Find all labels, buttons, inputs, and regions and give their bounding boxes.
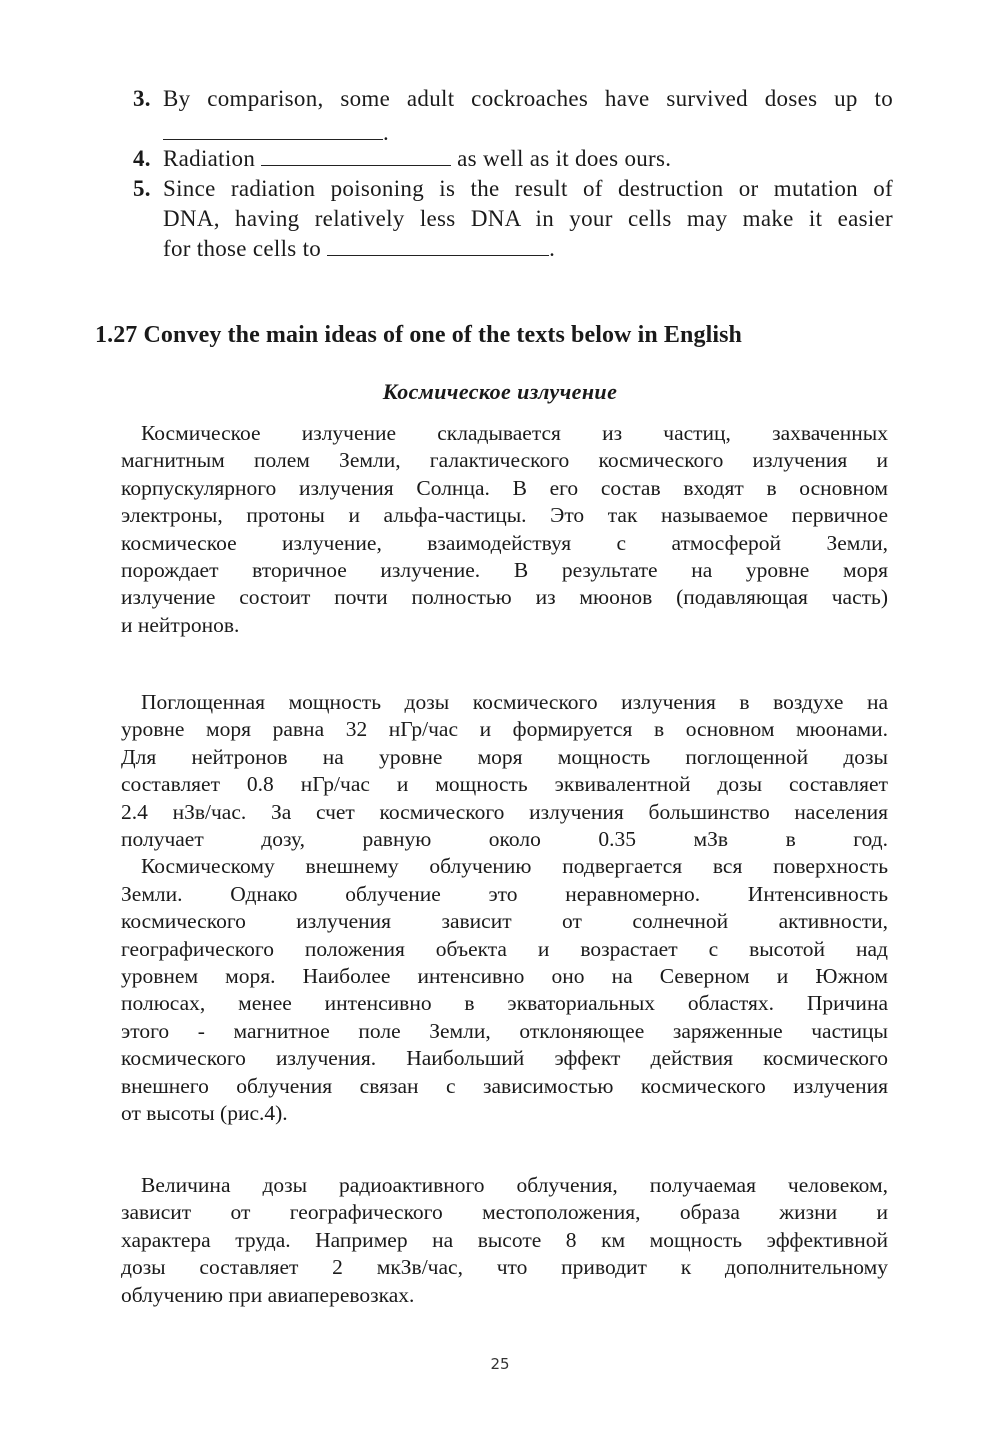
paragraph xyxy=(121,689,888,1128)
text-line: Поглощенная мощность дозы космического излучения в воздухе на xyxy=(141,690,888,714)
text-line: Для нейтронов на уровне моря мощность поглощенной дозы xyxy=(121,744,888,769)
exercise-text: By comparison, some adult cockroaches have survived doses up to xyxy=(163,86,893,111)
text-line: уровне моря равна 32 нГр/час и формируется в основном мюонами. xyxy=(121,717,888,742)
exercise-item-5 xyxy=(133,174,893,264)
text-line: облучению при авиаперевозках. xyxy=(121,1282,415,1307)
answer-blank[interactable] xyxy=(261,145,451,166)
text-line: электроны, протоны и альфа-частицы. Это так называемое первичное xyxy=(121,503,888,528)
text-line: от высоты (рис.4). xyxy=(121,1101,288,1126)
text-line: порождает вторичное излучение. В результате на уровне моря xyxy=(121,558,888,583)
exercise-text-end: . xyxy=(549,236,556,261)
text-line: этого - магнитное поле Земли, отклоняющее заряженные частицы xyxy=(121,1018,888,1043)
text-line: составляет 0.8 нГр/час и мощность эквивалентной дозы составляет xyxy=(121,772,888,797)
text-line: характера труда. Например на высоте 8 км мощность эффективной xyxy=(121,1227,888,1252)
text-line: корпускулярного излучения Солнца. В его состав входят в основном xyxy=(121,475,888,500)
exercise-list xyxy=(133,84,893,264)
text-line: Земли. Однако облучение это неравномерно. Интенсивность xyxy=(121,881,888,906)
exercise-number: 5. xyxy=(133,176,151,201)
text-line: космическое излучение, взаимодействуя с атмосферой Земли, xyxy=(121,530,888,555)
exercise-text-end: . xyxy=(383,120,390,145)
text-line: получает дозу, равную около 0.35 мЗв в год. xyxy=(121,827,888,852)
text-line: излучение состоит почти полностью из мюонов (подавляющая часть) xyxy=(121,585,888,610)
paragraph xyxy=(121,1172,888,1309)
text-line: космического излучения. Наибольший эффект действия космического xyxy=(121,1046,888,1071)
exercise-item-3 xyxy=(133,84,893,148)
text-line: 2.4 нЗв/час. За счет космического излучения большинство населения xyxy=(121,799,888,824)
exercise-text: Radiation xyxy=(163,146,256,171)
text-line: Космическое излучение складывается из частиц, захваченных xyxy=(141,421,888,445)
text-line: дозы составляет 2 мкЗв/час, что приводит к дополнительному xyxy=(121,1255,888,1280)
exercise-text-end: as well as it does ours. xyxy=(457,146,672,171)
section-heading: 1.27 Convey the main ideas of one of the texts below in English xyxy=(95,322,742,348)
text-line: магнитным полем Земли, галактического космического излучения и xyxy=(121,448,888,473)
exercise-text: for those cells to xyxy=(163,236,322,261)
article-title: Космическое излучение xyxy=(382,379,618,404)
text-line: зависит от географического местоположения, образа жизни и xyxy=(121,1200,888,1225)
paragraph xyxy=(121,420,888,639)
text-line: и нейтронов. xyxy=(121,612,240,637)
page-number: 25 xyxy=(490,1355,510,1373)
exercise-number: 3. xyxy=(133,86,151,111)
exercise-text-line: DNA, having relatively less DNA in your cells may make it easier xyxy=(163,206,893,231)
answer-blank[interactable] xyxy=(163,119,383,140)
answer-blank[interactable] xyxy=(327,235,549,256)
exercise-item-4 xyxy=(133,144,893,174)
exercise-number: 4. xyxy=(133,146,151,171)
text-line: географического положения объекта и возрастает с высотой над xyxy=(121,936,888,961)
text-line: Величина дозы радиоактивного облучения, получаемая человеком, xyxy=(141,1173,888,1197)
text-line: уровнем моря. Наиболее интенсивно оно на Северном и Южном xyxy=(121,964,888,989)
exercise-text-line: Since radiation poisoning is the result of destruction or mutation of xyxy=(163,176,893,201)
text-line: полюсах, менее интенсивно в экваториальных областях. Причина xyxy=(121,991,888,1016)
text-line: внешнего облучения связан с зависимостью космического излучения xyxy=(121,1073,888,1098)
text-line: космического излучения зависит от солнечной активности, xyxy=(121,909,888,934)
text-line: Космическому внешнему облучению подвергается вся поверхность xyxy=(141,854,888,879)
